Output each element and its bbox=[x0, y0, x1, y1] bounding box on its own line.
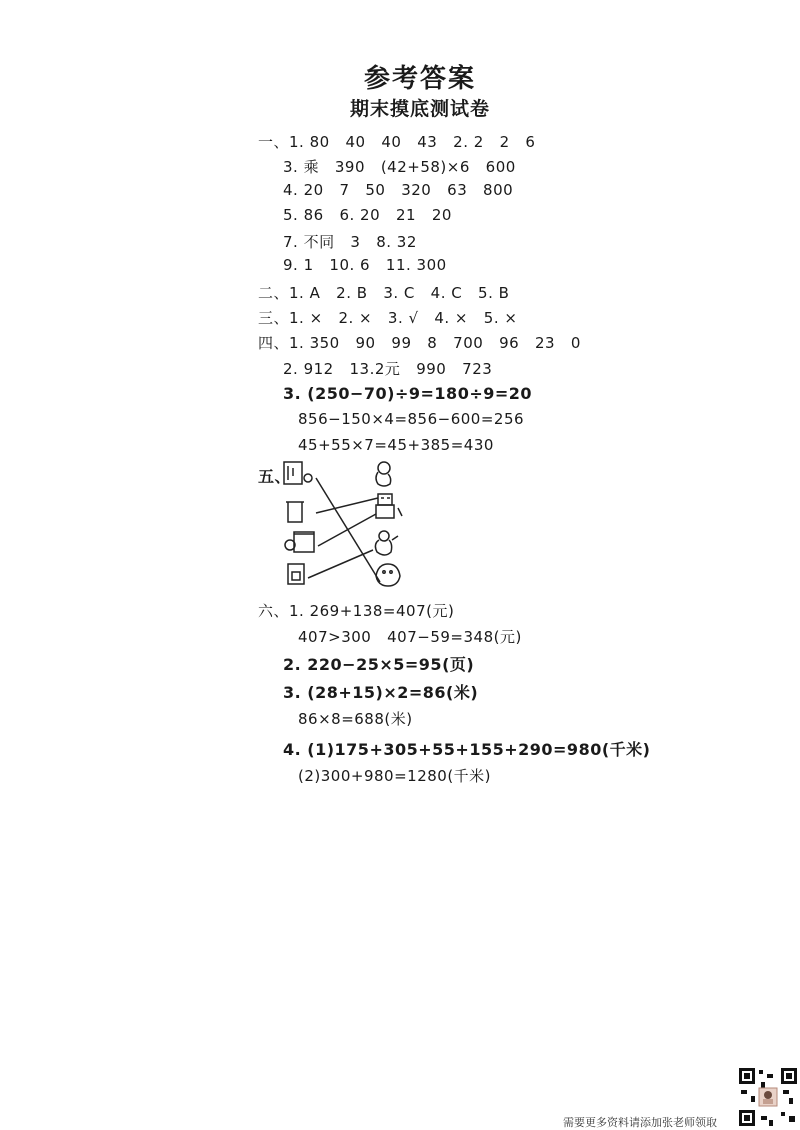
answer-line-17: 3. (28+15)×2=86(米) bbox=[283, 683, 479, 702]
footer-note: 需要更多资料请添加张老师领取 bbox=[563, 1116, 717, 1129]
bucket-icon bbox=[286, 502, 304, 522]
robot-icon bbox=[376, 494, 402, 518]
answer-line-14: 六、1. 269+138=407(元) bbox=[258, 602, 455, 620]
section-five-label: 五、 bbox=[258, 467, 292, 486]
answer-line-12: 856−150×4=856−600=256 bbox=[298, 410, 525, 428]
cup-front-icon bbox=[284, 462, 312, 484]
matching-lines bbox=[308, 478, 380, 582]
answer-line-8: 三、1. × 2. × 3. √ 4. × 5. × bbox=[258, 309, 518, 327]
answer-line-2: 3. 乘 390 (42+58)×6 600 bbox=[283, 158, 516, 176]
chicken-icon bbox=[375, 531, 398, 555]
answer-line-10: 2. 912 13.2元 990 723 bbox=[283, 360, 493, 378]
answer-line-15: 407>300 407−59=348(元) bbox=[298, 628, 522, 646]
trash-can-icon bbox=[288, 564, 304, 584]
page-title: 参考答案 bbox=[363, 64, 476, 94]
answer-line-11: 3. (250−70)÷9=180÷9=20 bbox=[283, 384, 533, 403]
answer-line-4: 5. 86 6. 20 21 20 bbox=[283, 206, 452, 224]
pot-icon bbox=[285, 532, 314, 552]
answer-line-19: 4. (1)175+305+55+155+290=980(千米) bbox=[283, 740, 651, 759]
answer-line-18: 86×8=688(米) bbox=[298, 710, 413, 728]
answer-line-13: 45+55×7=45+385=430 bbox=[298, 436, 494, 454]
answer-line-3: 4. 20 7 50 320 63 800 bbox=[283, 181, 514, 199]
answer-line-16: 2. 220−25×5=95(页) bbox=[283, 655, 475, 674]
answer-line-20: (2)300+980=1280(千米) bbox=[298, 767, 492, 785]
matching-diagram bbox=[258, 458, 428, 598]
qr-code-icon[interactable] bbox=[737, 1066, 799, 1128]
answer-line-6: 9. 1 10. 6 11. 300 bbox=[283, 256, 447, 274]
answer-line-9: 四、1. 350 90 99 8 700 96 23 0 bbox=[258, 334, 581, 352]
answer-line-1: 一、1. 80 40 40 43 2. 2 2 6 bbox=[258, 133, 536, 151]
answer-line-7: 二、1. A 2. B 3. C 4. C 5. B bbox=[258, 284, 510, 302]
answer-line-5: 7. 不同 3 8. 32 bbox=[283, 233, 417, 251]
page-subtitle: 期末摸底测试卷 bbox=[349, 98, 490, 120]
chick-icon bbox=[376, 564, 400, 586]
bird-icon bbox=[376, 462, 391, 486]
